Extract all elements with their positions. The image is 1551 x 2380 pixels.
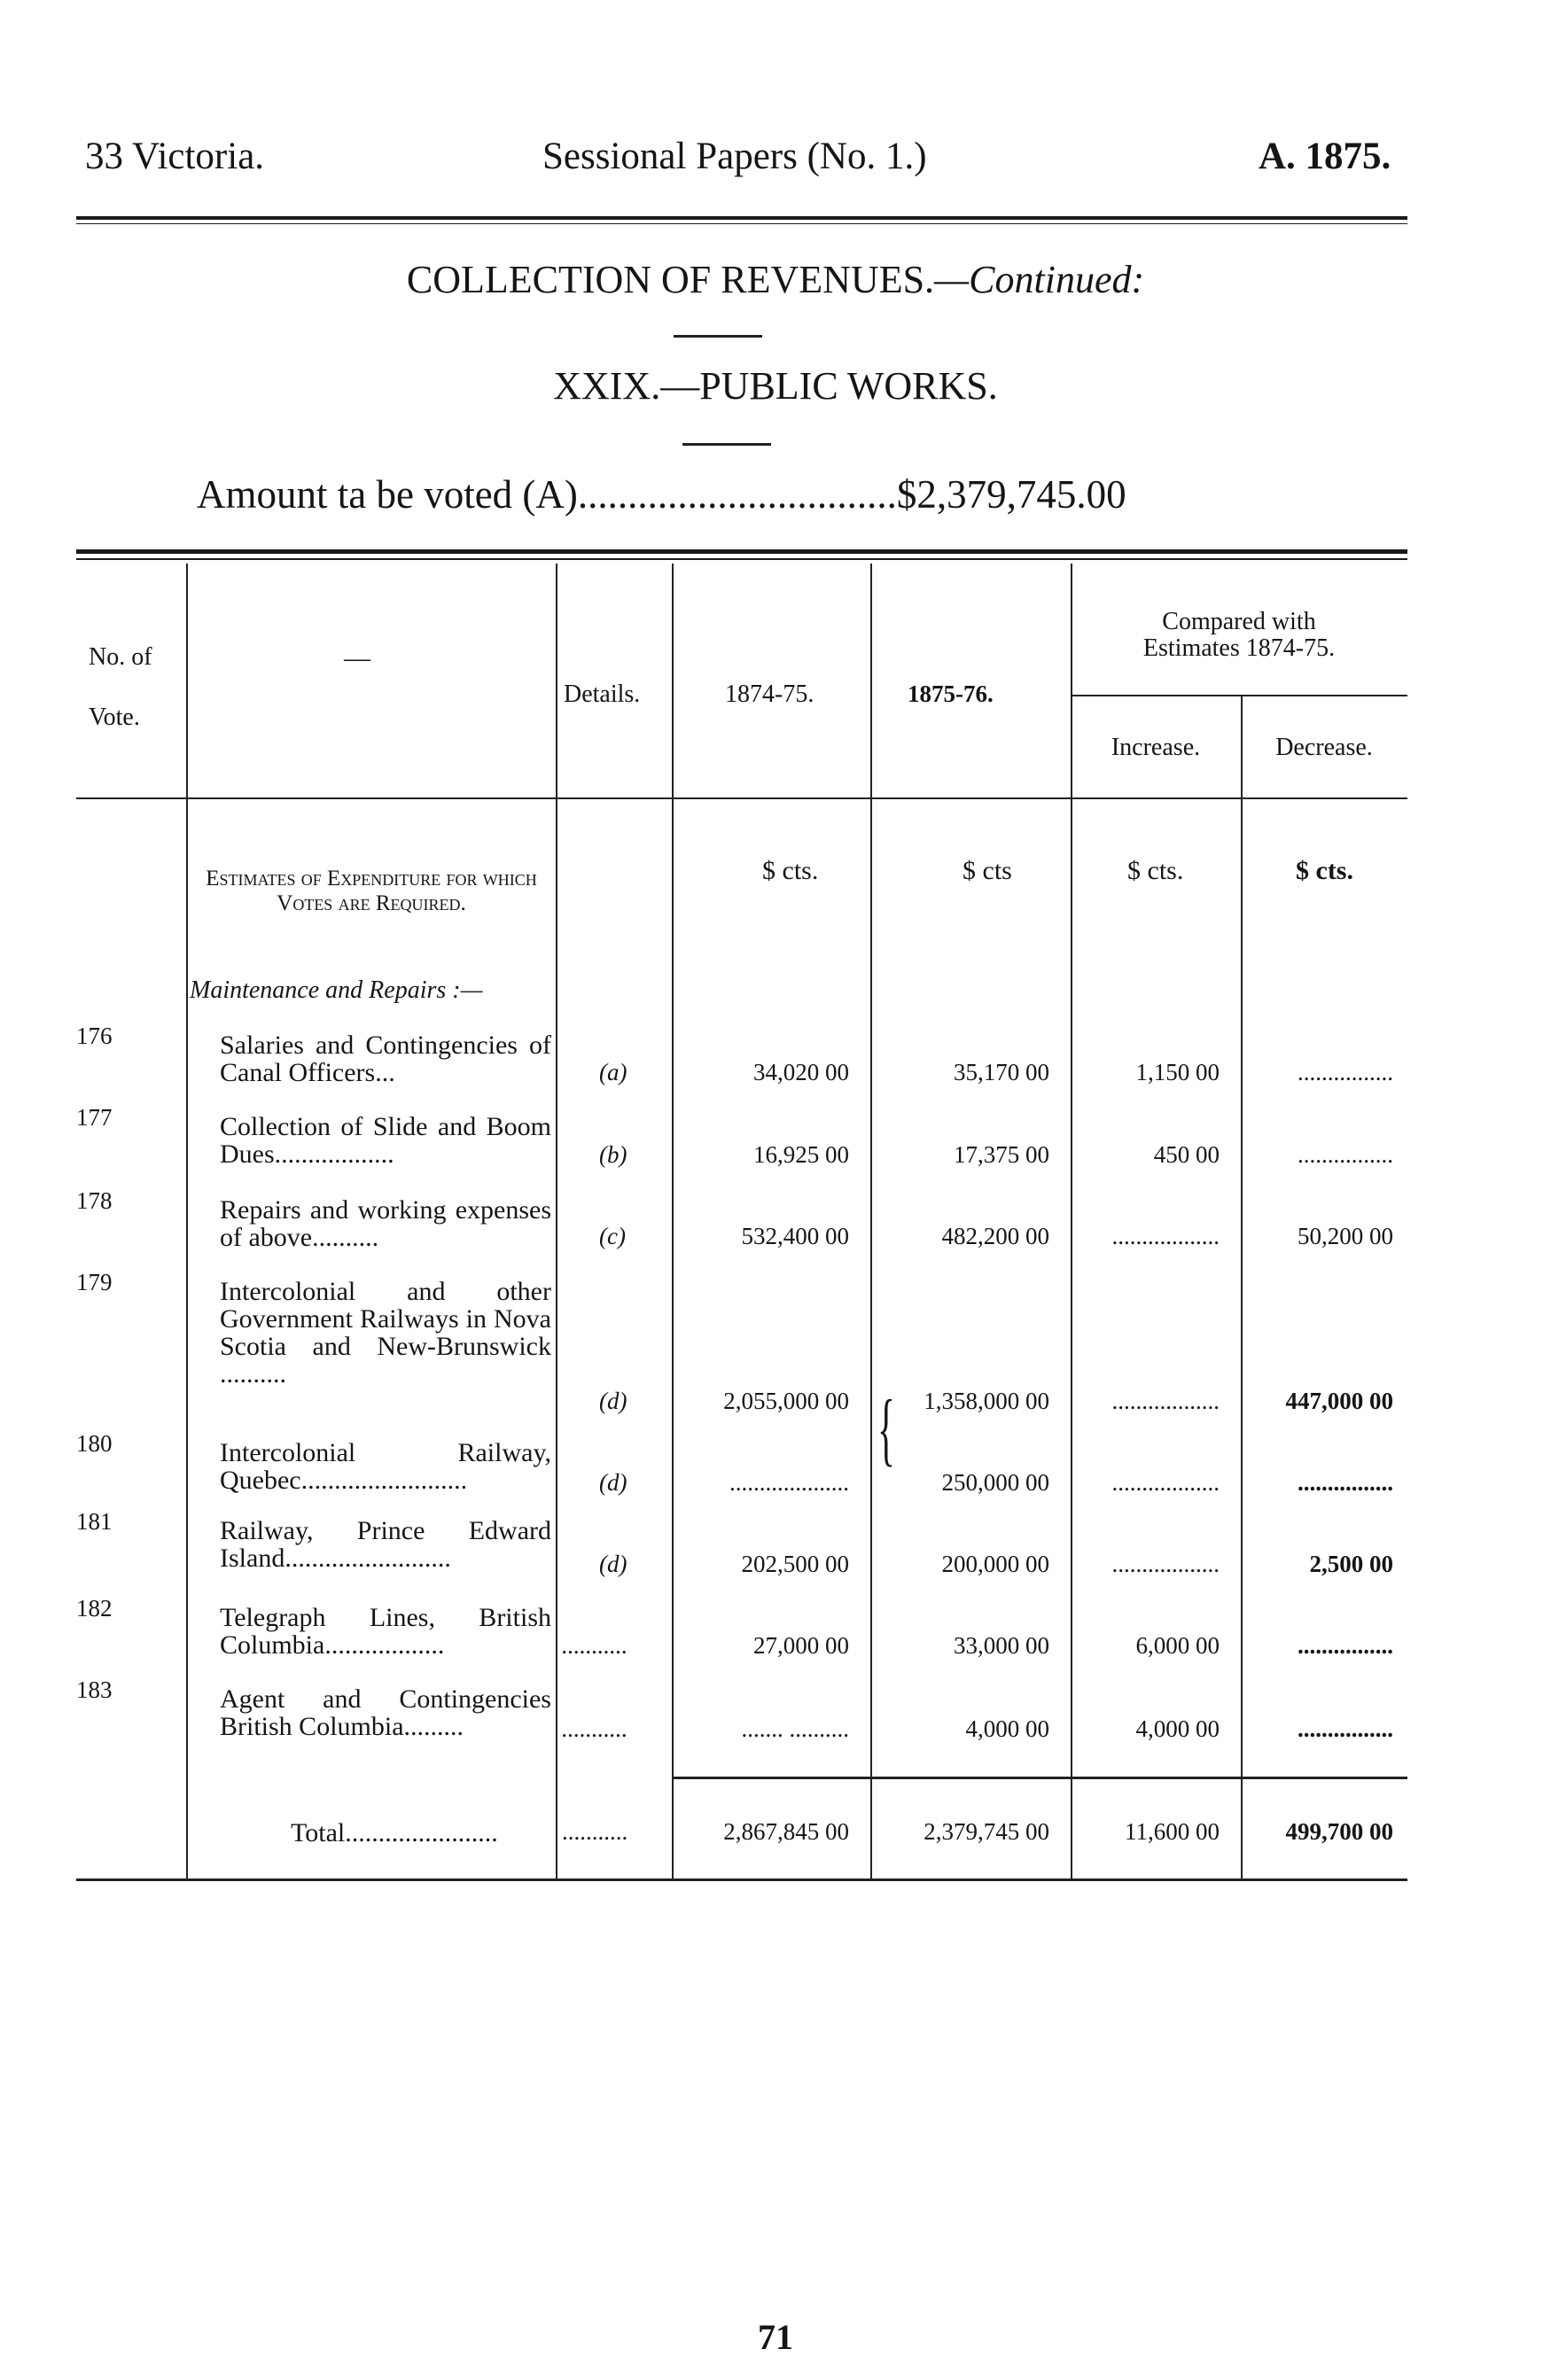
col-compared-b: Estimates 1874-75. [1142,634,1336,662]
row-note: (c) [599,1223,626,1249]
row-increase: .................. [1111,1223,1220,1249]
row-increase: .................. [1111,1551,1220,1577]
row-1874-75: 27,000 00 [753,1632,849,1659]
vote-number: 178 [76,1187,113,1214]
row-label: Salaries and Contingencies of Canal Officers... [220,1031,551,1087]
section-heading: Estimates of Expenditure for which Votes are Required. [206,867,537,915]
row-note: ........... [562,1632,628,1659]
row-increase: .................. [1111,1388,1220,1414]
row-1874-75: 34,020 00 [753,1059,849,1085]
row-increase: 450 00 [1153,1141,1220,1168]
row-label: Intercolonial and other Government Railways in Nova Scotia and New-Brunswick .......... [220,1277,551,1388]
row-1874-75: ....... .......... [741,1715,849,1742]
row-1874-75: 202,500 00 [741,1551,849,1577]
col-rule-3 [672,564,674,1878]
unit-1875-76: $ cts [963,856,1012,885]
row-label: Collection of Slide and Boom Dues.................. [220,1112,551,1169]
row-decrease: ................ [1298,1059,1393,1085]
row-decrease: 50,200 00 [1298,1223,1393,1249]
header-center: Sessional Papers (No. 1.) [542,136,927,177]
col-compared-a: Compared with [1162,608,1316,635]
row-1874-75: 2,055,000 00 [723,1388,849,1414]
row-1875-76: 33,000 00 [954,1632,1049,1659]
row-decrease: ................ [1298,1141,1393,1168]
vote-number: 181 [76,1508,113,1535]
row-note: ........... [562,1715,628,1742]
row-increase: 6,000 00 [1135,1632,1220,1659]
total-label: Total....................... [291,1818,498,1847]
vote-number: 183 [76,1676,113,1703]
header-rule-thin [76,223,1407,224]
unit-decrease: $ cts. [1296,856,1353,885]
total-decrease: 499,700 00 [1285,1818,1393,1845]
col-details: Details. [564,681,641,708]
vote-number: 179 [76,1269,113,1295]
vote-number: 176 [76,1023,113,1049]
subtitle-divider [682,443,771,446]
row-label: Intercolonial Railway, Quebec......................... [220,1438,551,1495]
table-header-rule [76,797,1407,799]
col-1875-76: 1875-76. [908,681,994,707]
row-decrease: 2,500 00 [1309,1551,1393,1577]
total-note: ........... [562,1818,628,1845]
row-decrease: ................ [1298,1469,1393,1496]
title-text: COLLECTION OF REVENUES. [406,258,935,301]
total-1874-75: 2,867,845 00 [723,1818,849,1845]
row-increase: 4,000 00 [1135,1715,1220,1742]
col-vote-label-a: No. of [89,643,152,671]
col-rule-4 [870,564,872,1878]
row-note: (d) [599,1469,627,1496]
title-divider [674,335,762,338]
col-description-dash: — [344,643,370,673]
row-label: Agent and Contingencies British Columbia......... [220,1684,551,1741]
row-1875-76: 17,375 00 [954,1141,1049,1168]
header-right: A. 1875. [1259,136,1391,177]
row-1875-76: 35,170 00 [954,1059,1049,1085]
row-decrease: 447,000 00 [1285,1388,1393,1414]
row-increase: 1,150 00 [1135,1059,1220,1085]
row-decrease: ................ [1298,1715,1393,1742]
col-1874-75: 1874-75. [725,681,814,708]
unit-increase: $ cts. [1127,856,1184,885]
row-note: (b) [599,1141,627,1168]
row-1874-75: .................... [729,1469,849,1496]
compared-rule [1071,695,1407,696]
row-1875-76: 200,000 00 [941,1551,1049,1577]
row-increase: .................. [1111,1469,1220,1496]
header-left: 33 Victoria. [85,136,265,177]
row-1875-76: 250,000 00 [941,1469,1049,1496]
col-rule-2 [556,564,557,1878]
col-vote-label-b: Vote. [89,704,140,731]
row-note: (d) [599,1388,627,1414]
page-number: 71 [758,2317,793,2357]
col-rule-1 [186,564,188,1878]
total-increase: 11,600 00 [1125,1818,1220,1845]
title-suffix: —Continued: [934,258,1145,301]
total-1875-76: 2,379,745 00 [924,1818,1049,1845]
header-rule [76,216,1407,220]
row-label: Repairs and working expenses of above.......... [220,1195,551,1252]
row-note: (a) [599,1059,627,1085]
row-1874-75: 532,400 00 [741,1223,849,1249]
total-rule [672,1777,1407,1779]
col-rule-6 [1241,696,1243,1878]
table-top-rule [76,549,1407,554]
row-note: (d) [599,1551,627,1577]
row-decrease: ................ [1298,1632,1393,1659]
section-subheading: Maintenance and Repairs :— [190,976,483,1004]
col-increase: Increase. [1111,734,1201,761]
row-label: Telegraph Lines, British Columbia.................. [220,1603,551,1660]
table-bottom-rule [76,1878,1407,1881]
row-label: Railway, Prince Edward Island......................... [220,1516,551,1573]
row-1875-76: 482,200 00 [941,1223,1049,1249]
section-subtitle: XXIX.—PUBLIC WORKS. [553,364,998,408]
unit-1874-75: $ cts. [762,856,819,885]
row-1875-76: 4,000 00 [965,1715,1049,1742]
vote-number: 180 [76,1430,113,1457]
row-1875-76: 1,358,000 00 [924,1388,1049,1414]
amount-to-be-voted: Amount ta be voted (A)................................$2,379,745.00 [197,472,1126,517]
vote-number: 177 [76,1104,113,1131]
table-top-rule-thin [76,558,1407,560]
page-title [0,257,1551,302]
brace-icon: { [877,1383,895,1474]
vote-number: 182 [76,1595,113,1622]
col-decrease: Decrease. [1275,734,1373,761]
row-1874-75: 16,925 00 [753,1141,849,1168]
